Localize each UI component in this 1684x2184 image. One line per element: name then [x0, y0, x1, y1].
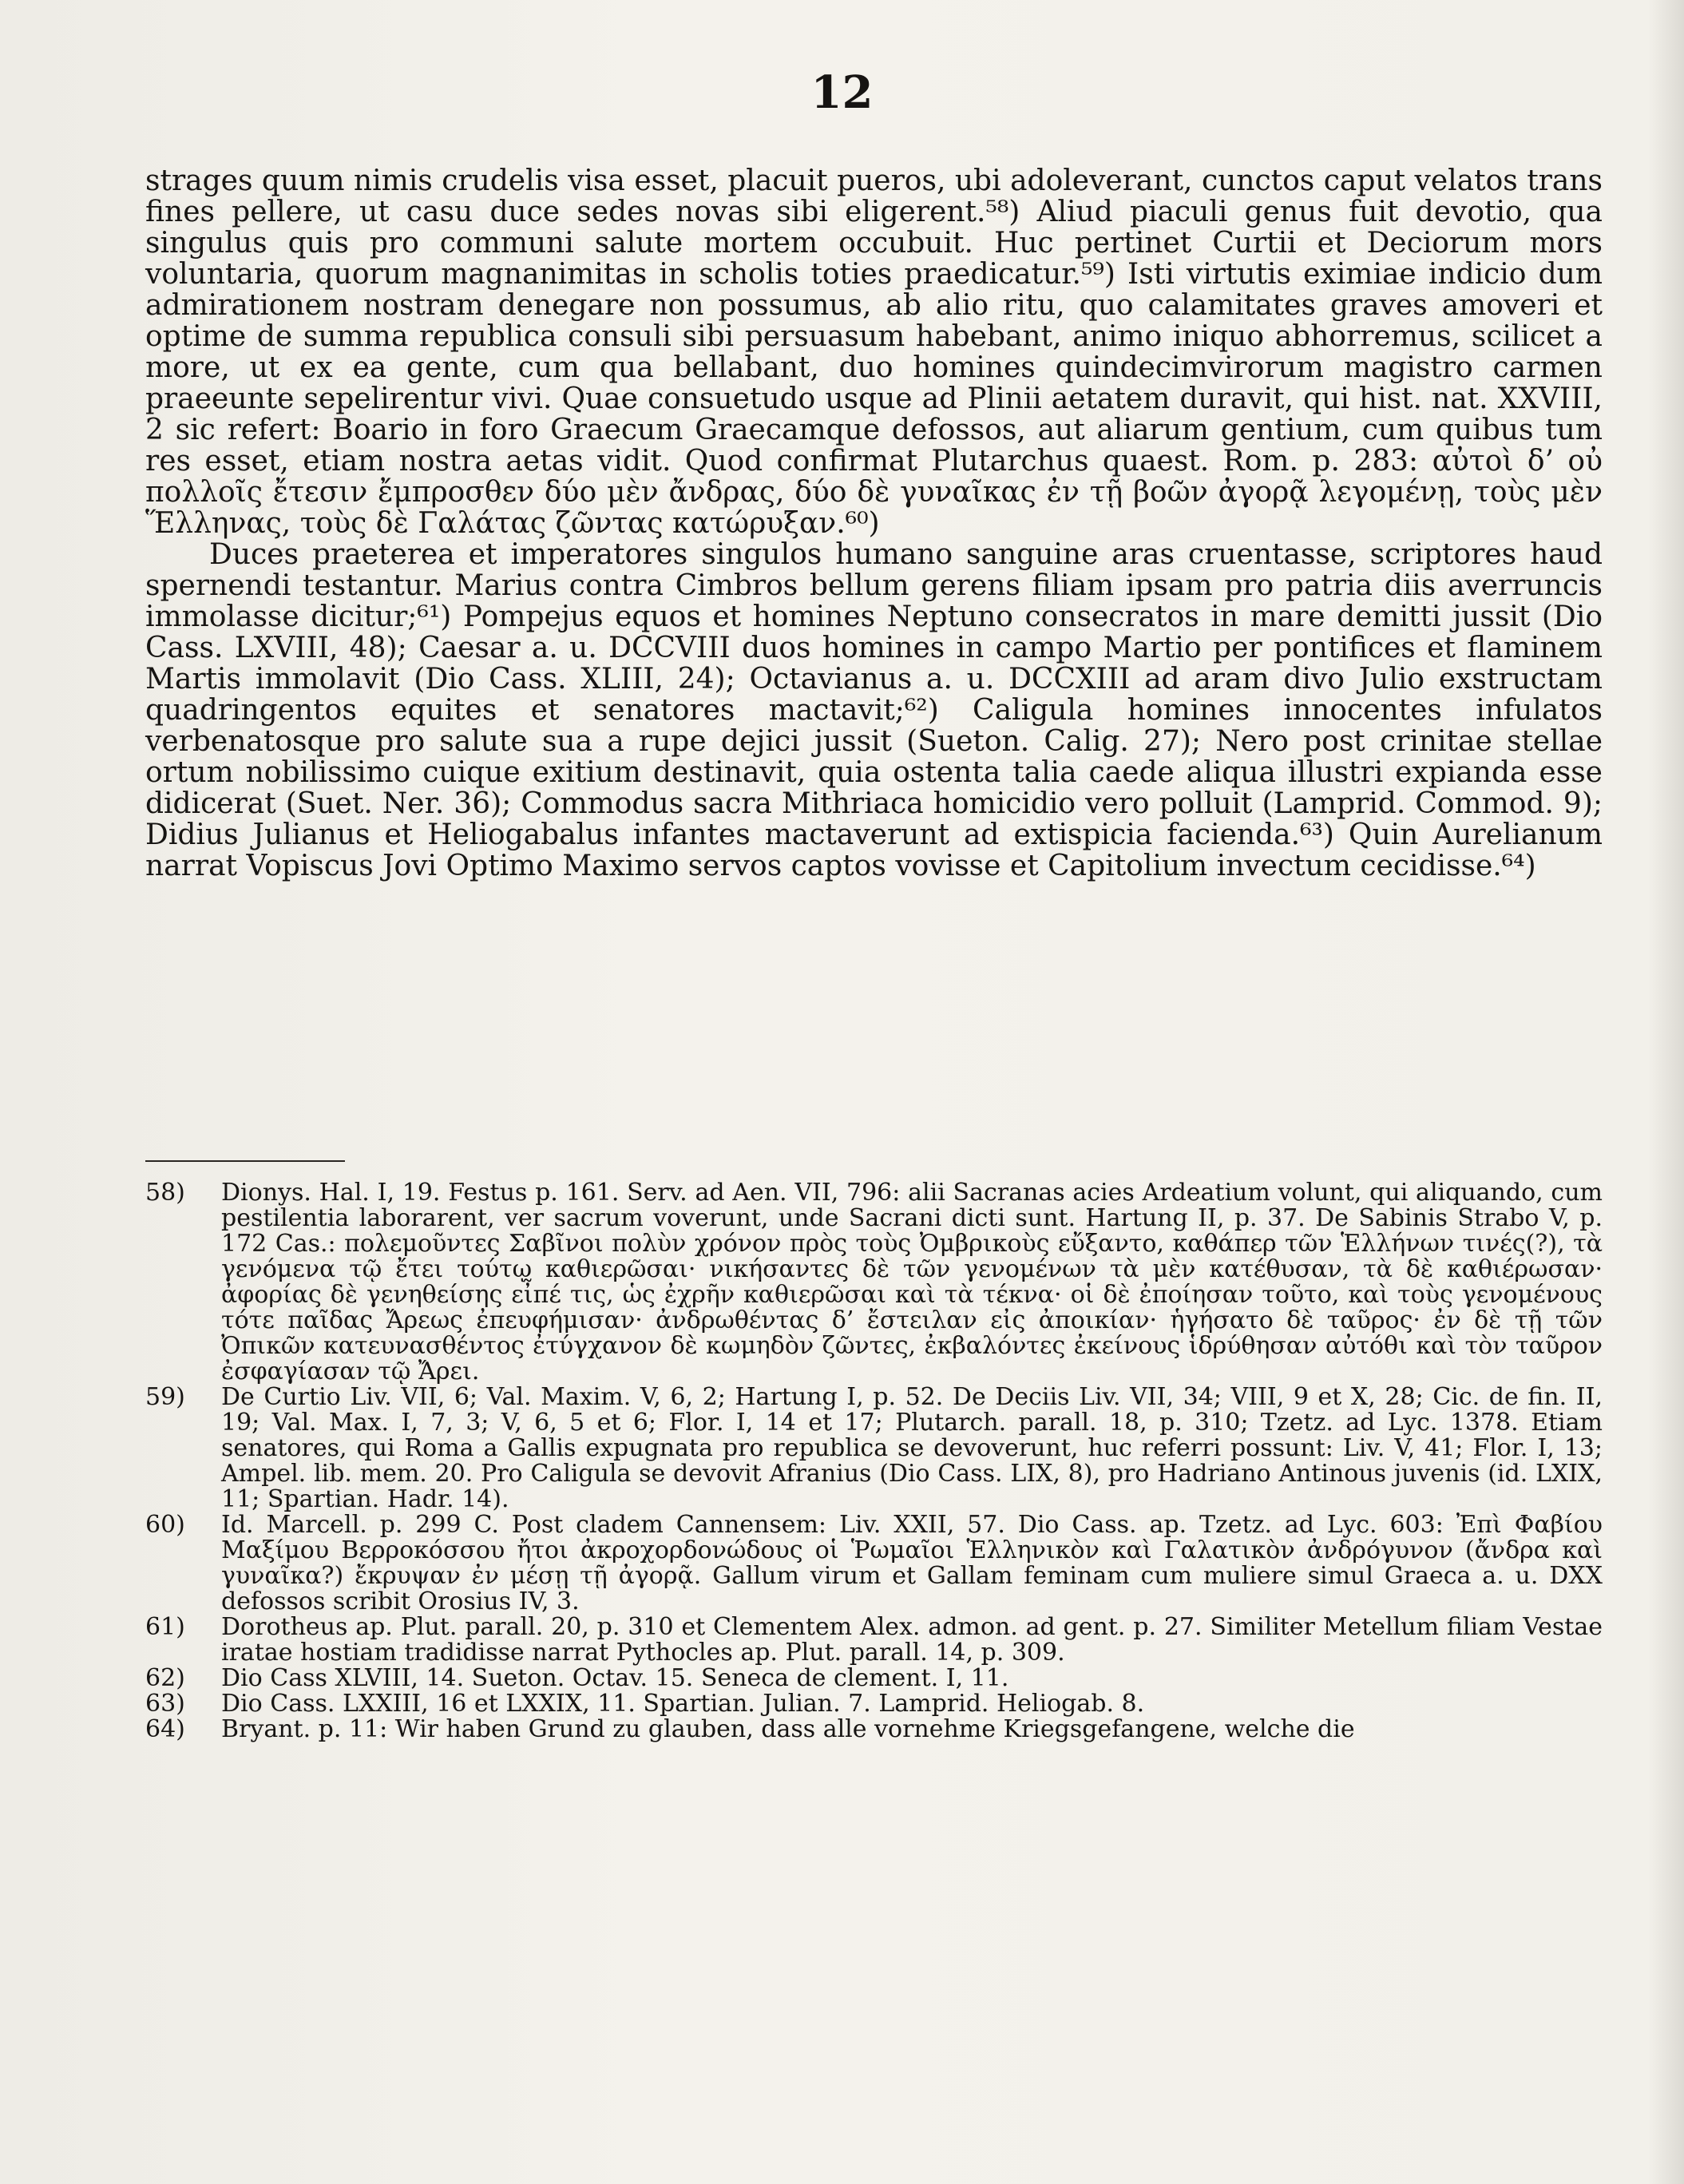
footnote-number: 64): [145, 1715, 185, 1743]
footnote-63: [145, 1691, 1603, 1717]
footnote-61: [145, 1615, 1603, 1666]
footnote-60: [145, 1512, 1603, 1615]
footnote-text: Dio Cass XLVIII, 14. Sueton. Octav. 15. Seneca de clement. I, 11.: [221, 1664, 1009, 1692]
footnote-62: [145, 1666, 1603, 1691]
footnote-58: [145, 1180, 1603, 1385]
footnote-text: Bryant. p. 11: Wir haben Grund zu glauben, dass alle vornehme Kriegsgefangene, welche die: [221, 1715, 1355, 1743]
footnote-text: Dionys. Hal. I, 19. Festus p. 161. Serv. ad Aen. VII, 796: alii Sacranas acies Ardeatium volunt, qui aliquando, cum pestilentia laborarent, ver sacrum voverunt, unde Sacrani dicti sunt. Hartung II, p. 37. De Sabinis Strabo V, p. 172 Cas.: πολεμοῦντες Σαβῖνοι πολὺν χρόνον πρὸς τοὺς Ὀμβρικοὺς εὔξαντο, καθάπερ τῶν Ἑλλήνων τινές(?), τὰ γενόμενα τῷ ἔτει τούτῳ καθιερῶσαι· νικήσαντες δὲ τῶν γενομένων τὰ μὲν κατέθυσαν, τὰ δὲ καθιέρωσαν· ἀφορίας δὲ γενηθείσης εἶπέ τις, ὡς ἐχρῆν καθιερῶσαι καὶ τὰ τέκνα· οἱ δὲ ἐποίησαν τοῦτο, καὶ τοὺς γενομένους τότε παῖδας Ἄρεως ἐπευφήμισαν· ἀνδρωθέντας δ’ ἔστειλαν εἰς ἀποικίαν· ἡγήσατο δὲ ταῦρος· ἐν δὲ τῇ τῶν Ὀπικῶν κατευνασθέντος ἐτύγχανον δὲ κωμηδὸν ζῶντες, ἐκβαλόντες ἐκείνους ἱδρύθησαν αὐτόθι καὶ τὸν ταῦρον ἐσφαγίασαν τῷ Ἄρει.: [221, 1179, 1603, 1385]
footnote-number: 59): [145, 1383, 185, 1411]
footnote-text: Dorotheus ap. Plut. parall. 20, p. 310 et Clementem Alex. admon. ad gent. p. 27. Similiter Metellum filiam Vestae iratae hostiam tradidisse narrat Pythocles ap. Plut. parall. 14, p. 309.: [221, 1613, 1603, 1667]
footnote-text: De Curtio Liv. VII, 6; Val. Maxim. V, 6, 2; Hartung I, p. 52. De Deciis Liv. VII, 34; VIII, 9 et X, 28; Cic. de fin. II, 19; Val. Max. I, 7, 3; V, 6, 5 et 6; Flor. I, 14 et 17; Plutarch. parall. 18, p. 310; Tzetz. ad Lyc. 1378. Etiam senatores, qui Roma a Gallis expugnata pro republica se devoverunt, huc referri possunt: Liv. V, 41; Flor. I, 13; Ampel. lib. mem. 20. Pro Caligula se devovit Afranius (Dio Cass. LIX, 8), pro Hadriano Antinous juvenis (id. LXIX, 11; Spartian. Hadr. 14).: [221, 1383, 1603, 1513]
footnote-text: Dio Cass. LXXIII, 16 et LXXIX, 11. Spartian. Julian. 7. Lamprid. Heliogab. 8.: [221, 1690, 1145, 1718]
footnote-59: [145, 1385, 1603, 1512]
page-edge-shadow: [1648, 0, 1684, 2184]
main-text: [145, 165, 1603, 882]
footnote-number: 63): [145, 1690, 185, 1718]
footnote-number: 58): [145, 1179, 185, 1207]
footnote-text: Id. Marcell. p. 299 C. Post cladem Cannensem: Liv. XXII, 57. Dio Cass. ap. Tzetz. ad Lyc. 603: Ἐπὶ Φαβίου Μαξίμου Βερροκόσσου ἤτοι ἀκροχορδονώδους οἱ Ῥωμαῖοι Ἑλληνικὸν καὶ Γαλατικὸν ἀνδρόγυνον (ἄνδρα καὶ γυναῖκα?) ἔκρυψαν ἐν μέσῃ τῇ ἀγορᾷ. Gallum virum et Gallam feminam cum muliere simul Graeca a. u. DXX defossos scribit Orosius IV, 3.: [221, 1511, 1603, 1615]
page-number: 12: [810, 66, 874, 119]
footnote-64: [145, 1717, 1603, 1742]
footnote-separator: [145, 1160, 345, 1162]
footnote-number: 62): [145, 1664, 185, 1692]
body-paragraph-1: strages quum nimis crudelis visa esset, placuit pueros, ubi adoleverant, cunctos caput velatos trans fines pellere, ut casu duce sedes novas sibi eligerent.⁵⁸) Aliud piaculi genus fuit devotio, qua singulus quis pro communi salute mortem occubuit. Huc pertinet Curtii et Deciorum mors voluntaria, quorum magnanimitas in scholis toties praedicatur.⁵⁹) Isti virtutis eximiae indicio dum admirationem nostram denegare non possumus, ab alio ritu, quo calamitates graves amoveri et optime de summa republica consuli sibi persuasum habebant, animo iniquo abhorremus, scilicet a more, ut ex ea gente, cum qua bellabant, duo homines quindecimvirorum magistro carmen praeeunte sepelirentur vivi. Quae consuetudo usque ad Plinii aetatem duravit, qui hist. nat. XXVIII, 2 sic refert: Boario in foro Graecum Graecamque defossos, aut aliarum gentium, cum quibus tum res esset, etiam nostra aetas vidit. Quod confirmat Plutarchus quaest. Rom. p. 283: αὐτοὶ δ’ οὐ πολλοῖς ἔτεσιν ἔμπροσθεν δύο μὲν ἄνδρας, δύο δὲ γυναῖκας ἐν τῇ βοῶν ἀγορᾷ λεγομένῃ, τοὺς μὲν Ἕλληνας, τοὺς δὲ Γαλάτας ζῶντας κατώρυξαν.⁶⁰): [145, 164, 1603, 540]
footnote-number: 60): [145, 1511, 185, 1539]
footnotes: [145, 1180, 1603, 1742]
footnote-number: 61): [145, 1613, 185, 1641]
body-paragraph-2: Duces praeterea et imperatores singulos humano sanguine aras cruentasse, scriptores haud spernendi testantur. Marius contra Cimbros bellum gerens filiam ipsam pro patria diis averruncis immolasse dicitur;⁶¹) Pompejus equos et homines Neptuno consecratos in mare demitti jussit (Dio Cass. LXVIII, 48); Caesar a. u. DCCVIII duos homines in campo Martio per pontifices et flaminem Martis immolavit (Dio Cass. XLIII, 24); Octavianus a. u. DCCXIII ad aram divo Julio exstructam quadringentos equites et senatores mactavit;⁶²) Caligula homines innocentes infulatos verbenatosque pro salute sua a rupe dejici jussit (Sueton. Calig. 27); Nero post crinitae stellae ortum nobilissimo cuique exitium destinavit, quia ostenta talia caede aliqua illustri expianda esse didicerat (Suet. Ner. 36); Commodus sacra Mithriaca homicidio vero polluit (Lamprid. Commod. 9); Didius Julianus et Heliogabalus infantes mactaverunt ad extispicia facienda.⁶³) Quin Aurelianum narrat Vopiscus Jovi Optimo Maximo servos captos vovisse et Capitolium invectum cecidisse.⁶⁴): [145, 538, 1603, 882]
